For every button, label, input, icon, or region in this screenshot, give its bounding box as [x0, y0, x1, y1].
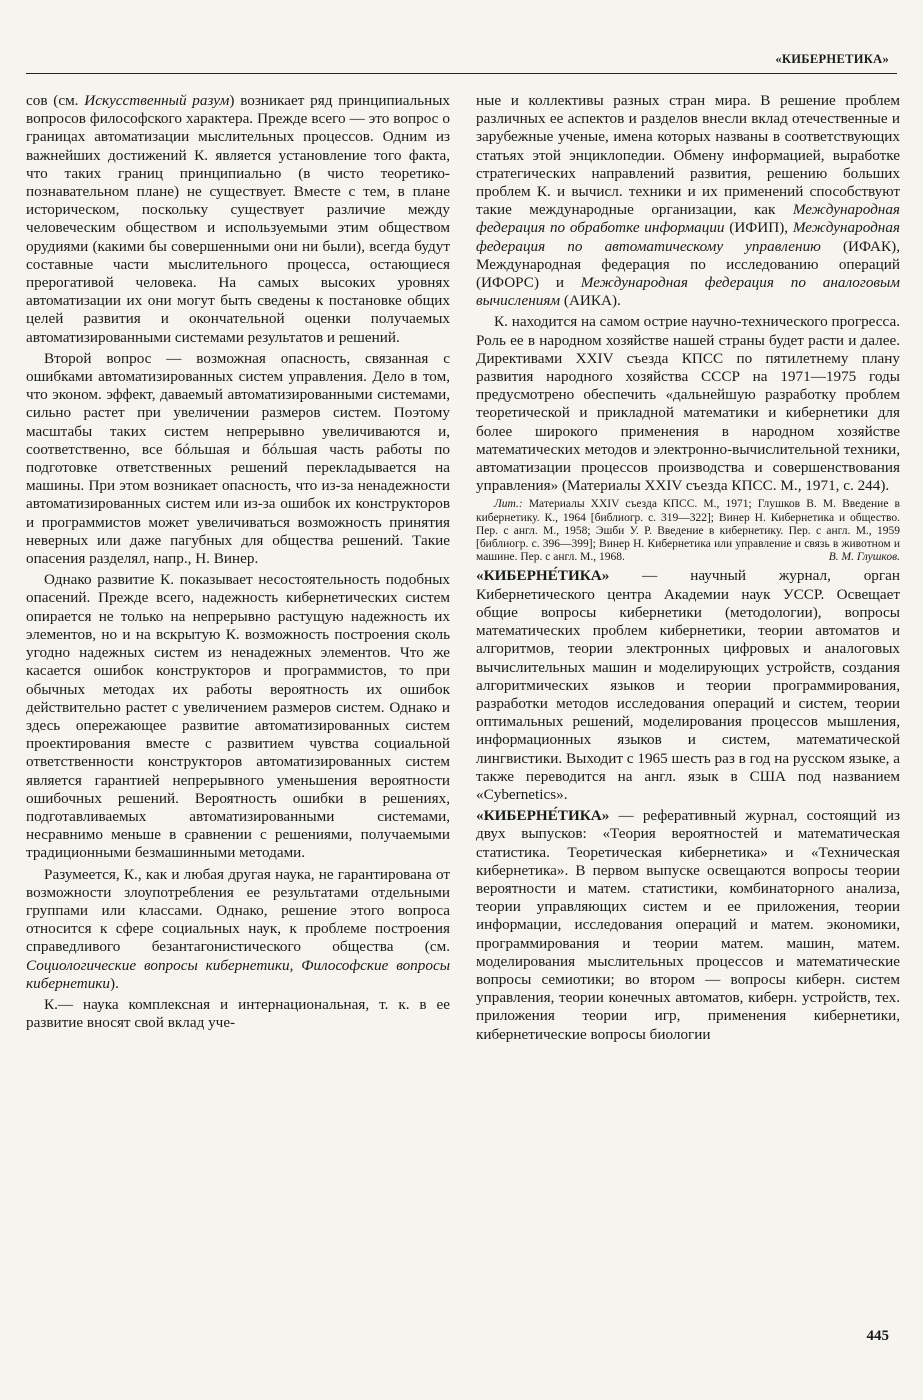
- cross-reference[interactable]: Искусственный разум: [84, 92, 230, 109]
- cross-reference[interactable]: Международная федерация по аналоговым вычислениям: [476, 274, 900, 310]
- cross-reference[interactable]: Международная федерация по обработке информации: [476, 201, 900, 237]
- entry-headword: «КИБЕРНЕ́ТИКА»: [476, 567, 610, 585]
- literature-list: Лит.: Материалы XXIV съезда КПСС. М., 1971; Глушков В. М. Введение в кибернетику. К., 1964 [библиогр. с. 319—322]; Винер Н. Кибернетика и общество. Пер. с англ. М., 1958; Эшби У. Р. Введение в кибернетику. Пер. с англ. М., 1959 [библиогр. с. 396—399]; Винер Н. Кибернетика или управление и связь в животном и машине. Пер. с англ. М., 1968. В. М. Глушков.: [476, 498, 900, 564]
- paragraph: К. находится на самом острие научно-технического прогресса. Роль ее в народном хозяйстве нашей страны будет расти и далее. Директивами XXIV съезда КПСС по пятилетнему плану развития народного хозяйства СССР на 1971—1975 годы предусмотрено обеспечить «дальнейшую разработку проблем теоретической и прикладной математики и кибернетики для более широкого применения в народном хозяйстве математических методов и электронно-вычислительной техники, автоматизации процессов производства и совершенствования управления» (Материалы XXIV съезда КПСС. М., 1971, с. 244).: [476, 313, 900, 495]
- paragraph: сов (см. Искусственный разум) возникает ряд принципиальных вопросов философского характера. Прежде всего — это вопрос о границах автоматизации мыслительных процессов. Одним из важнейших достижений К. является установление того факта, что таких границ принципиально (в чисто теоретико-познавательном плане) не существует. Вместе с тем, в плане историческом, поскольку существует различие между человеческим обществом и используемыми этим обществом орудиями (какими бы совершенными они ни были), всегда будут составные части мыслительного процесса, остающиеся прерогативой человека. На самых высоких уровнях автоматизации их они могут быть сведены к постановке общих целей развития и окончательной оценки получаемых автоматизированными системами результатов и решений.: [26, 92, 451, 346]
- encyclopedia-entry: «КИБЕРНЕ́ТИКА» — реферативный журнал, состоящий из двух выпусков: «Теория вероятностей и математическая статистика. Теоретическая кибернетика» и «Техническая кибернетика». В первом выпуске освещаются вопросы теории вероятности и матем. статистики, комбинаторного анализа, теории управляющих систем и ее приложения, теории информации, исследования операций и матем. экономики, программирования и теории матем. машин, матем. моделирования мыслительных процессов и математические вопросы семиотики; во втором — вопросы киберн. систем управления, теории конечных автоматов, киберн. устройств, тех. приложения теории игр, применения кибернетики, кибернетические вопросы биологии: [476, 807, 900, 1043]
- cross-reference[interactable]: Социологические вопросы кибернетики, Философские вопросы кибернетики: [26, 956, 450, 992]
- paragraph: К.— наука комплексная и интернациональная, т. к. в ее развитие вносят свой вклад уче-: [26, 995, 450, 1032]
- literature-label: Лит.:: [494, 498, 523, 511]
- article-author: В. М. Глушков.: [828, 551, 900, 564]
- running-head: «КИБЕРНЕТИКА»: [775, 52, 889, 66]
- left-column: [26, 92, 450, 1032]
- encyclopedia-entry: «КИБЕРНЕ́ТИКА» — научный журнал, орган Кибернетического центра Академии наук УССР. Освещает общие вопросы кибернетики (методологии), вопросы математических проблем кибернетики, теории автоматов и алгоритмов, теории электронных цифровых и аналоговых вычислительных машин и моделирующих устройств, создания алгоритмических языков и теории программирования, разработки методов исследования операций и систем, теории оптимальных решений, моделирования процессов мышления, информационных языков и систем, математической лингвистики. Выходит с 1965 шесть раз в год на русском языке, а также переводится на англ. язык в США под названием «Cybernetics».: [476, 567, 900, 803]
- paragraph: ные и коллективы разных стран мира. В решение проблем различных ее аспектов и разделов внесли вклад отечественные и зарубежные ученые, имена которых названы в соответствующих статьях этой энциклопедии. Обмену информацией, выработке стратегических направлений развития, решению больших проблем К. и вычисл. техники и их применений способствуют такие международные организации, как Международная федерация по обработке информации (ИФИП), Международная федерация по автоматическому управлению (ИФАК), Международная федерация по исследованию операций (ИФОРС) и Международная федерация по аналоговым вычислениям (АИКА).: [476, 92, 900, 310]
- right-column: [476, 92, 900, 1044]
- paragraph: Разумеется, К., как и любая другая наука, не гарантирована от возможности злоупотребления ее результатами отдельными группами или классами. Однако, решение этого вопроса относится к сфере социальных наук, к проблеме построения справедливого безантагонистического общества (см. Социологические вопросы кибернетики, Философские вопросы кибернетики).: [26, 865, 450, 992]
- header-rule: [26, 73, 897, 74]
- paragraph: Однако развитие К. показывает несостоятельность подобных опасений. Прежде всего, надежность кибернетических систем опирается не только на непрерывно растущую надежность их элементов, но и на вскрытую К. возможность построения сколь угодно надежных систем из ненадежных элементов. Что же касается ошибок конструкторов и программистов, то при обычных методах их работы вероятность их ошибок действительно растет с увеличением размеров систем. Однако и здесь опережающее развитие автоматизированных систем проектирования вместе с развитием чувства социальной ответственности конструкторов автоматизированных систем является гарантией непрерывного уменьшения вероятности ошибочных решений. Вероятность ошибки в решениях, подготавливаемых автоматизированными системами, несравнимо меньше в сравнении с решениями, получаемыми традиционными безмашинными методами.: [26, 571, 450, 862]
- paragraph: Второй вопрос — возможная опасность, связанная с ошибками автоматизированных систем управления. Дело в том, что эконом. эффект, даваемый автоматизированными системами, сильно растет при увеличении размеров систем. Поэтому масштабы таких систем непрерывно увеличиваются и, соответственно, все бóльшая и бóльшая часть работы по подготовке ответственных решений перекладывается на машины. При этом возникает опасность, что из-за ненадежности автоматизированных систем или из-за ошибок их конструкторов и программистов может увеличиваться возможность принятия неверных или даже пагубных для общества решений. Такие опасения разделял, напр., Н. Винер.: [26, 349, 450, 568]
- page-number: 445: [866, 1328, 889, 1344]
- entry-headword: «КИБЕРНЕ́ТИКА»: [476, 807, 610, 825]
- cross-reference[interactable]: Международная федерация по автоматическому управлению: [476, 219, 900, 255]
